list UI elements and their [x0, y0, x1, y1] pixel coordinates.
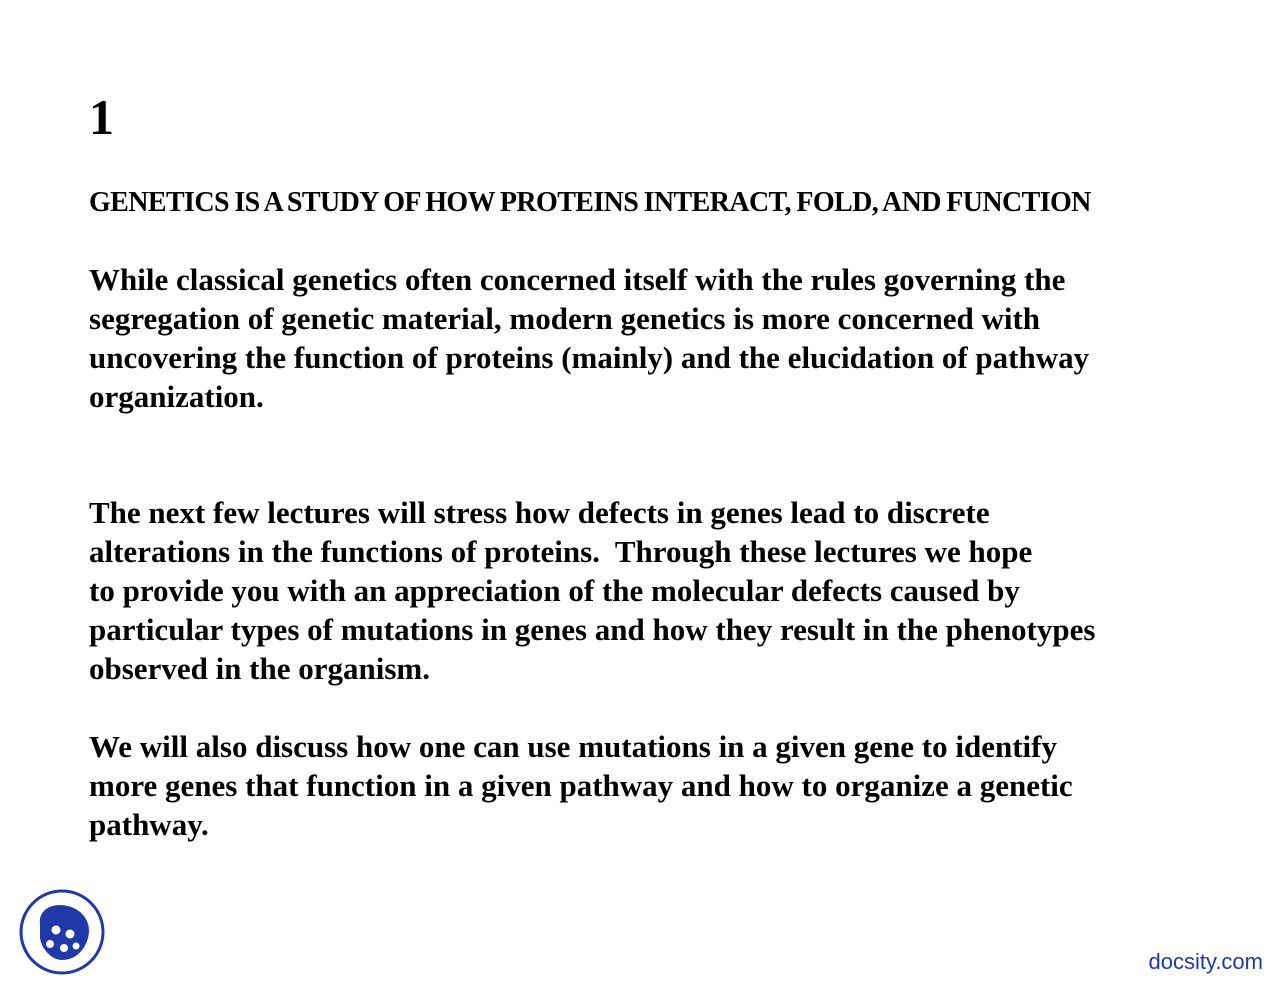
paragraph-pathway	[89, 727, 1073, 844]
paragraph-line: While classical genetics often concerned itself with the rules governing the	[89, 262, 1066, 297]
slide-heading: GENETICS IS A STUDY OF HOW PROTEINS INTERACT, FOLD, AND FUNCTION	[89, 187, 1091, 218]
paragraph-intro	[89, 260, 1089, 416]
paragraph-line: segregation of genetic material, modern genetics is more concerned with	[89, 301, 1041, 336]
paragraph-line: pathway.	[89, 807, 209, 842]
paragraph-line: organization.	[89, 379, 264, 414]
paragraph-line: particular types of mutations in genes and how they result in the phenotypes	[89, 612, 1096, 647]
paragraph-line: more genes that function in a given pathway and how to organize a genetic	[89, 768, 1073, 803]
slide-number: 1	[89, 89, 114, 145]
docsity-logo-icon[interactable]	[18, 888, 106, 976]
paragraph-line: uncovering the function of proteins (mainly) and the elucidation of pathway	[89, 340, 1090, 375]
paragraph-line: The next few lectures will stress how defects in genes lead to discrete	[89, 495, 990, 530]
docsity-logo-graphic	[18, 888, 106, 976]
paragraph-line: We will also discuss how one can use mutations in a given gene to identify	[89, 729, 1057, 764]
paragraph-line: alterations in the functions of proteins. Through these lectures we hope	[89, 534, 1033, 569]
paragraph-lectures	[89, 493, 1095, 688]
docsity-link[interactable]: docsity.com	[1148, 949, 1263, 974]
paragraph-line: observed in the organism.	[89, 651, 430, 686]
paragraph-line: to provide you with an appreciation of the molecular defects caused by	[89, 573, 1020, 608]
